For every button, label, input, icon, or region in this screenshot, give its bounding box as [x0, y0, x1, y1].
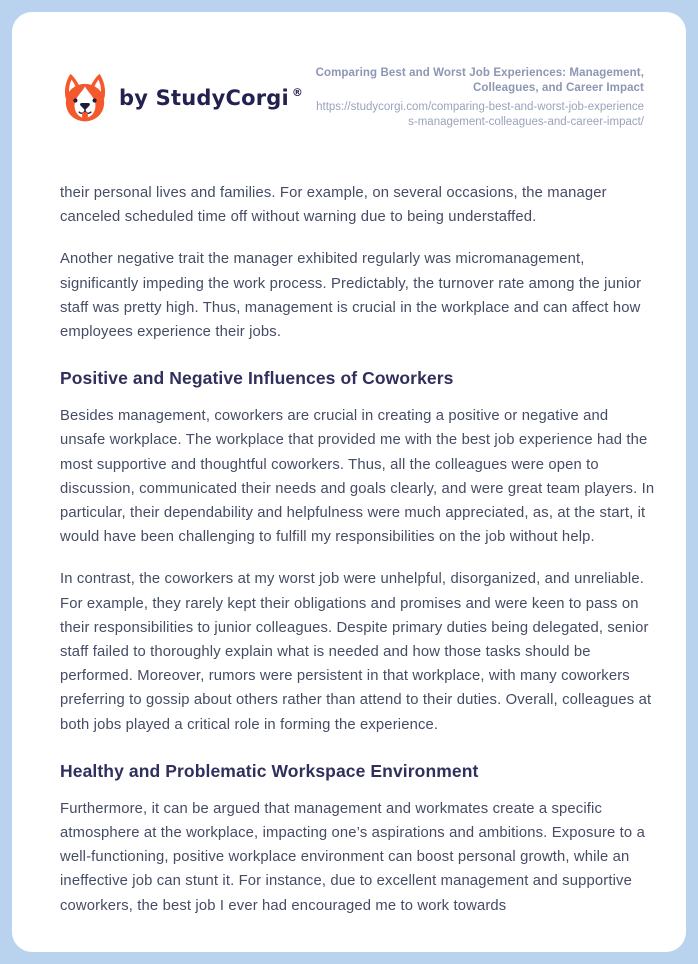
article-body: [60, 181, 656, 918]
paragraph: Furthermore, it can be argued that management and workmates create a specific atmosphere at the workplace, impacting one’s aspirations and ambitions. Exposure to a well-functioning, positive workplace environment can boost personal growth, while an ineffective job can stunt it. For instance, due to excellent management and supportive coworkers, the best job I ever had encouraged me to work towards: [60, 800, 645, 914]
corgi-logo-icon: [60, 72, 110, 124]
paragraph: Besides management, coworkers are crucial in creating a positive or negative and unsafe workplace. The workplace that provided me with the best job experience had the most supportive and thoughtful coworkers. Thus, all the colleagues were open to discussion, communicated their needs and goals clearly, and were great team players. In particular, their dependability and helpfulness were much appreciated, as, at the start, it would have been challenging to fulfill my responsibilities on the job without help.: [60, 408, 655, 546]
document-url-link[interactable]: https://studycorgi.com/comparing-best-and-worst-job-experiences-management-colleagues-and-career-impact/: [316, 101, 644, 128]
registered-mark: ®: [291, 86, 304, 99]
paragraph: In contrast, the coworkers at my worst job were unhelpful, disorganized, and unreliable. For example, they rarely kept their obligations and promises and were keen to pass on their responsibilities to junior colleagues. Despite primary duties being delegated, senior staff failed to thoroughly explain what is needed and how those tasks should be performed. Moreover, rumors were persistent in that workplace, with many coworkers preferring to gossip about others rather than attend to their duties. Overall, colleagues at both jobs played a critical role in forming the experience.: [60, 571, 652, 733]
document-title: Comparing Best and Worst Job Experiences: Management, Colleagues, and Career Impact: [315, 67, 644, 94]
document-header: [60, 66, 644, 130]
paragraph: Another negative trait the manager exhibited regularly was micromanagement, significantly impeding the work process. Predictably, the turnover rate among the junior staff was pretty high. Thus, management is crucial in the workplace and can affect how employees experience their jobs.: [60, 251, 642, 341]
paragraph: their personal lives and families. For example, on several occasions, the manager canceled scheduled time off without warning due to being understaffed.: [60, 185, 607, 226]
brand-wordmark: by StudyCorgi ®: [119, 86, 304, 110]
studycorgi-brand-link[interactable]: [60, 72, 303, 124]
section-heading-coworkers: Positive and Negative Influences of Coworkers: [60, 368, 454, 389]
document-card: [12, 12, 686, 952]
section-heading-workspace: Healthy and Problematic Workspace Environment: [60, 760, 479, 781]
document-meta: [314, 66, 644, 130]
